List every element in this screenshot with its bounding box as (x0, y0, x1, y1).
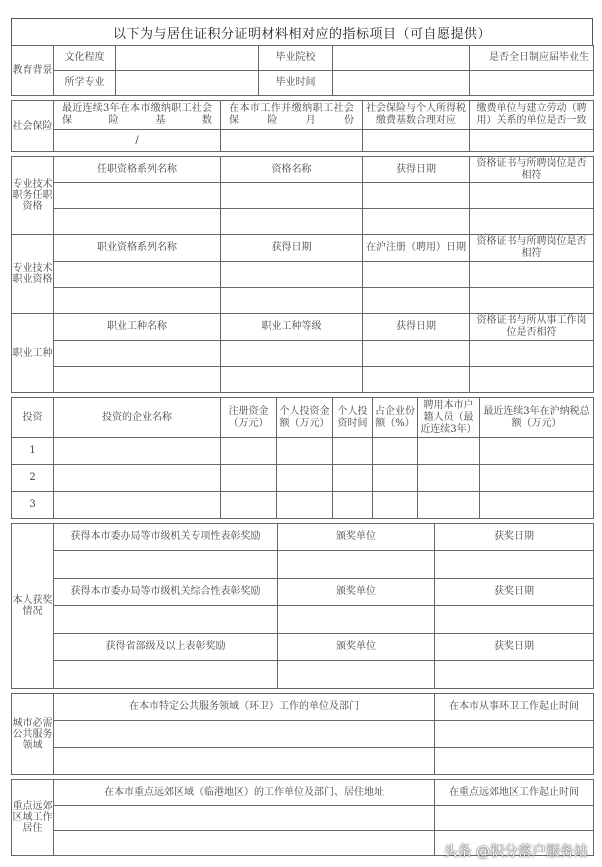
investment-field[interactable] (418, 492, 480, 519)
tech-qual-field[interactable] (470, 288, 594, 314)
investment-row-number: 1 (12, 438, 54, 465)
suburb-field[interactable] (54, 806, 435, 831)
vocational-field[interactable] (470, 341, 594, 367)
form-title: 以下为与居住证积分证明材料相对应的指标项目（可自愿提供） (11, 18, 593, 45)
award-field[interactable] (54, 661, 278, 689)
investment-field[interactable] (418, 465, 480, 492)
vocational-field[interactable] (54, 367, 221, 393)
award-unit-header: 颁奖单位 (278, 579, 435, 606)
investment-field[interactable] (373, 438, 418, 465)
awards-table (11, 523, 594, 689)
vocational-field[interactable] (363, 367, 470, 393)
vocational-field[interactable] (221, 367, 363, 393)
fulltime-label: 是否全日制应届毕业生 (470, 46, 594, 71)
tech-qual-col3-header: 在沪注册（聘用）日期 (363, 235, 470, 262)
tech-title-col1-header: 任职资格系列名称 (54, 157, 221, 183)
award-row3-header: 获得省部级及以上表彰奖励 (54, 634, 278, 661)
award-field[interactable] (54, 606, 278, 634)
award-field[interactable] (278, 606, 435, 634)
public-service-field[interactable] (54, 748, 435, 775)
investment-col4-header: 个人投资时间 (333, 398, 373, 438)
vocational-col3-header: 获得日期 (363, 314, 470, 341)
investment-field[interactable] (54, 492, 221, 519)
award-field[interactable] (435, 606, 594, 634)
investment-col1-header: 投资的企业名称 (54, 398, 221, 438)
investment-col7-header: 最近连续3年在沪纳税总额（万元） (480, 398, 594, 438)
suburb-field[interactable] (54, 831, 435, 856)
investment-field[interactable] (54, 438, 221, 465)
social-insurance-table (11, 100, 594, 152)
investment-field[interactable] (277, 465, 333, 492)
vocational-field[interactable] (470, 367, 594, 393)
tech-qual-field[interactable] (221, 262, 363, 288)
school-label: 毕业院校 (259, 46, 333, 71)
tech-qual-field[interactable] (54, 262, 221, 288)
investment-col3-header: 个人投资金额（万元） (277, 398, 333, 438)
award-date-header: 获奖日期 (435, 634, 594, 661)
investment-row-number: 2 (12, 465, 54, 492)
tech-title-field[interactable] (363, 209, 470, 235)
tech-title-col3-header: 获得日期 (363, 157, 470, 183)
public-service-field[interactable] (54, 721, 435, 748)
investment-field[interactable] (373, 465, 418, 492)
public-service-col1-header: 在本市特定公共服务领域（环卫）工作的单位及部门 (54, 694, 435, 721)
education-section-label: 教育背景 (12, 46, 54, 96)
grad-time-label: 毕业时间 (259, 71, 333, 96)
vocational-field[interactable] (221, 341, 363, 367)
award-date-header: 获奖日期 (435, 579, 594, 606)
investment-field[interactable] (418, 438, 480, 465)
form-page (11, 18, 593, 856)
investment-field[interactable] (277, 438, 333, 465)
award-field[interactable] (278, 661, 435, 689)
investment-field[interactable] (221, 438, 277, 465)
vocational-field[interactable] (363, 341, 470, 367)
vocational-col2-header: 职业工种等级 (221, 314, 363, 341)
vocational-field[interactable] (54, 341, 221, 367)
tech-title-col4-header: 资格证书与所聘岗位是否相符 (470, 157, 594, 183)
tech-qual-field[interactable] (363, 262, 470, 288)
watermark: 头条 @积分落户服务站 (443, 844, 588, 860)
tech-qual-col1-header: 职业资格系列名称 (54, 235, 221, 262)
education-table (11, 45, 594, 96)
qualification-table (11, 156, 594, 393)
suburb-col2-header: 在重点远郊地区工作起止时间 (435, 780, 594, 806)
award-row1-header: 获得本市委办局等市级机关专项性表彰奖励 (54, 524, 278, 551)
vocational-col4-header: 资格证书与所从事工作岗位是否相符 (470, 314, 594, 341)
tech-title-field[interactable] (470, 183, 594, 209)
social-col2-header: 在本市工作并缴纳职工社会保险月份 (221, 101, 363, 130)
tech-title-field[interactable] (363, 183, 470, 209)
public-service-col2-header: 在本市从事环卫工作起止时间 (435, 694, 594, 721)
award-date-header: 获奖日期 (435, 524, 594, 551)
tech-qual-col4-header: 资格证书与所聘岗位是否相符 (470, 235, 594, 262)
investment-field[interactable] (373, 492, 418, 519)
tech-title-field[interactable] (54, 209, 221, 235)
investment-field[interactable] (54, 465, 221, 492)
tech-qual-col2-header: 获得日期 (221, 235, 363, 262)
social-col4-header: 缴费单位与建立劳动（聘用）关系的单位是否一致 (470, 101, 594, 130)
social-col3-field[interactable] (363, 130, 470, 152)
award-field[interactable] (54, 551, 278, 579)
investment-field[interactable] (480, 465, 594, 492)
suburb-field[interactable] (435, 806, 594, 831)
vocational-section-label: 职业工种 (12, 314, 54, 393)
social-section-label: 社会保险 (12, 101, 54, 152)
social-col2-field[interactable] (221, 130, 363, 152)
award-field[interactable] (435, 661, 594, 689)
investment-row-number: 3 (12, 492, 54, 519)
award-field[interactable] (278, 551, 435, 579)
investment-field[interactable] (333, 465, 373, 492)
public-service-field[interactable] (435, 748, 594, 775)
major-label: 所学专业 (54, 71, 116, 96)
fulltime-field[interactable] (470, 71, 594, 96)
tech-qual-field[interactable] (54, 288, 221, 314)
investment-table (11, 397, 594, 519)
investment-field[interactable] (480, 438, 594, 465)
public-service-field[interactable] (435, 721, 594, 748)
investment-col5-header: 占企业份额（%） (373, 398, 418, 438)
investment-col2-header: 注册资金（万元） (221, 398, 277, 438)
social-col1-field[interactable]: / (54, 130, 221, 152)
tech-title-section-label: 专业技术职务任职资格 (12, 157, 54, 235)
investment-field[interactable] (221, 465, 277, 492)
public-service-section-label: 城市必需公共服务领域 (12, 694, 54, 775)
major-field[interactable] (116, 71, 259, 96)
tech-qual-section-label: 专业技术职业资格 (12, 235, 54, 314)
tech-title-field[interactable] (221, 183, 363, 209)
tech-title-field[interactable] (54, 183, 221, 209)
investment-section-label: 投资 (12, 398, 54, 438)
grad-time-field[interactable] (333, 71, 470, 96)
degree-field[interactable] (116, 46, 259, 71)
vocational-col1-header: 职业工种名称 (54, 314, 221, 341)
school-field[interactable] (333, 46, 470, 71)
social-col3-header: 社会保险与个人所得税缴费基数合理对应 (363, 101, 470, 130)
suburb-col1-header: 在本市重点远郊区域（临港地区）的工作单位及部门、居住地址 (54, 780, 435, 806)
social-col4-field[interactable] (470, 130, 594, 152)
award-field[interactable] (435, 551, 594, 579)
social-col1-header: 最近连续3年在本市缴纳职工社会保险基数 (54, 101, 221, 130)
suburb-section-label: 重点远郊区域工作居住 (12, 780, 54, 856)
investment-field[interactable] (221, 492, 277, 519)
tech-title-col2-header: 资格名称 (221, 157, 363, 183)
investment-col6-header: 聘用本市户籍人员（最近连续3年） (418, 398, 480, 438)
award-unit-header: 颁奖单位 (278, 634, 435, 661)
investment-field[interactable] (480, 492, 594, 519)
tech-title-field[interactable] (221, 209, 363, 235)
awards-section-label: 本人获奖情况 (12, 524, 54, 689)
tech-qual-field[interactable] (470, 262, 594, 288)
investment-field[interactable] (277, 492, 333, 519)
degree-label: 文化程度 (54, 46, 116, 71)
award-row2-header: 获得本市委办局等市级机关综合性表彰奖励 (54, 579, 278, 606)
tech-qual-field[interactable] (221, 288, 363, 314)
public-service-table (11, 693, 594, 775)
investment-field[interactable] (333, 492, 373, 519)
investment-field[interactable] (333, 438, 373, 465)
tech-qual-field[interactable] (363, 288, 470, 314)
award-unit-header: 颁奖单位 (278, 524, 435, 551)
tech-title-field[interactable] (470, 209, 594, 235)
